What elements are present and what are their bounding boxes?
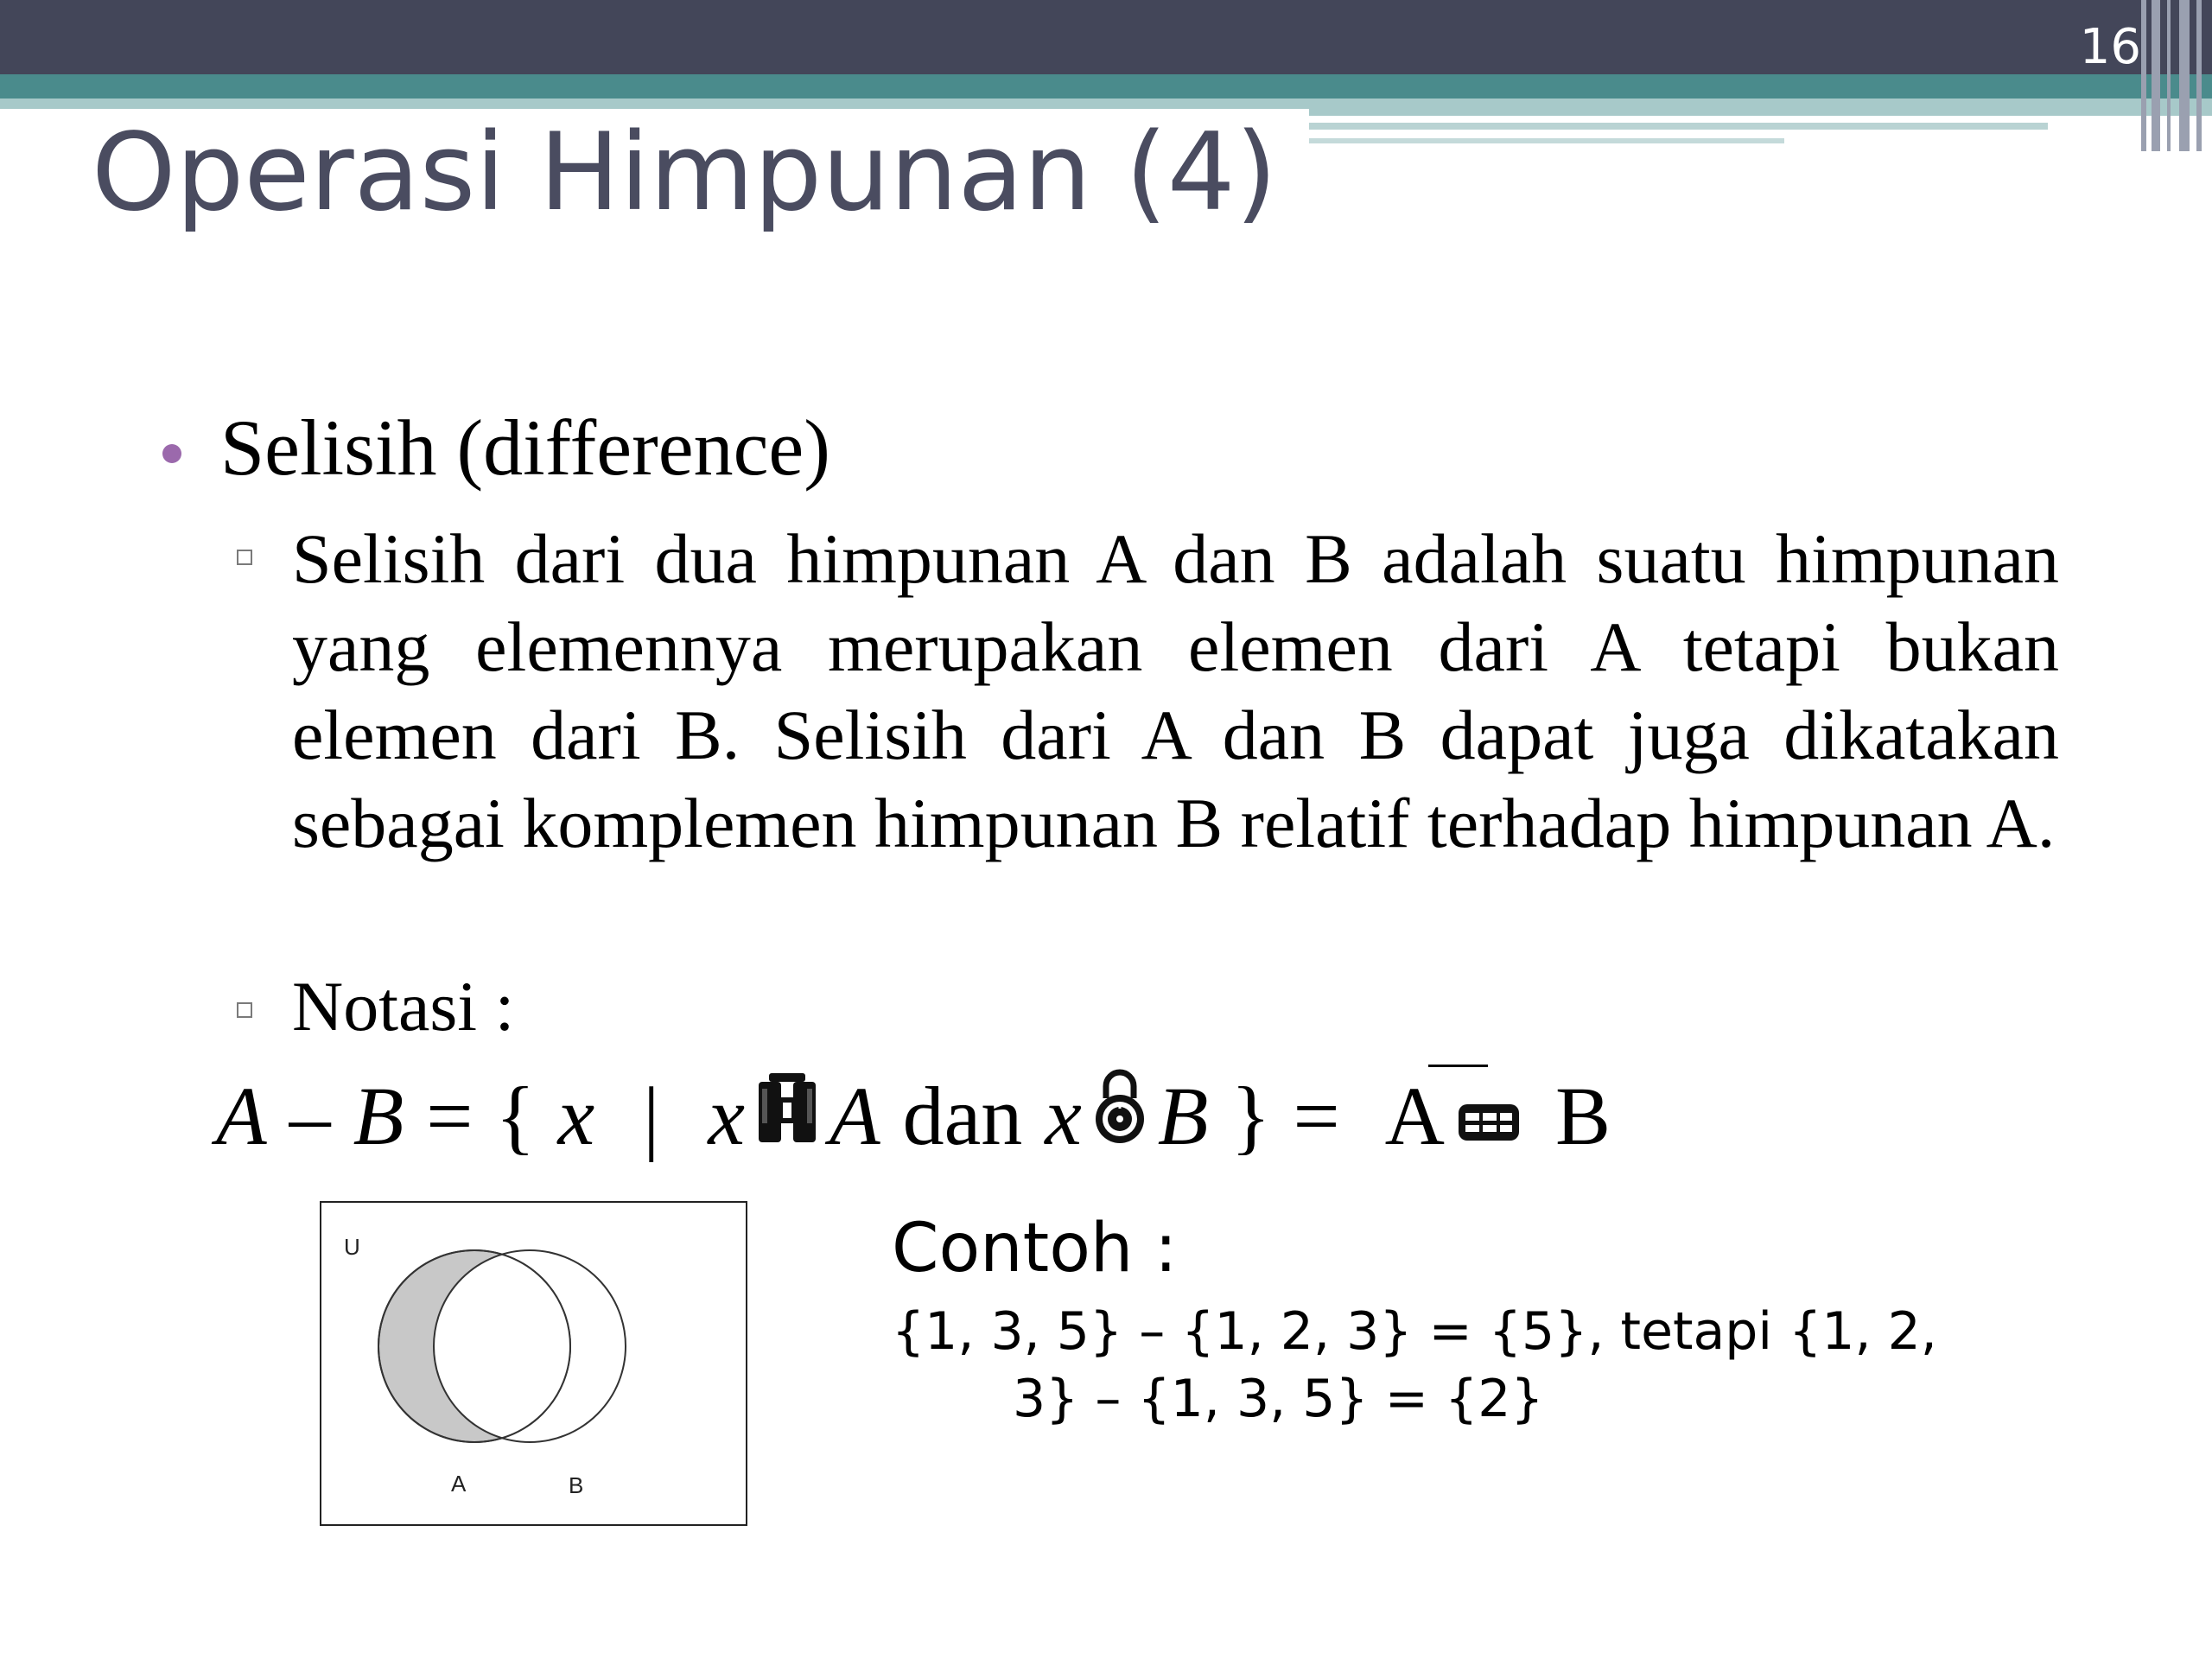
slide-title: Operasi Himpunan (4)	[92, 111, 1278, 235]
formula-rhs-a: A	[1384, 1069, 1445, 1162]
bullet-heading: Selisih (difference)	[220, 404, 830, 492]
venn-set-b-label: B	[569, 1472, 584, 1498]
formula-open-brace: {	[495, 1069, 536, 1162]
formula-equals: =	[1293, 1069, 1340, 1162]
set-difference-formula	[216, 1068, 1611, 1163]
header-light-band-left	[0, 99, 1309, 109]
formula-set-b: B	[1157, 1069, 1209, 1162]
binoculars-icon	[757, 1068, 817, 1164]
formula-equals: =	[426, 1069, 474, 1162]
formula-var-x: x	[1045, 1069, 1082, 1162]
example-line: {1, 3, 5} – {1, 2, 3} = {5}, tetapi {1, 2,	[892, 1301, 1937, 1362]
header-accent-line-short	[1309, 138, 1784, 143]
formula-dan: dan	[902, 1069, 1023, 1162]
bullet-marker	[162, 444, 181, 463]
header-teal-band	[0, 74, 2212, 99]
header-accent-line	[1309, 123, 2048, 130]
formula-complement	[1385, 1068, 1445, 1164]
notation-label: Notasi :	[292, 967, 515, 1046]
header-light-band-right	[1309, 99, 2212, 116]
sub-bullet-marker	[237, 550, 252, 565]
formula-close-brace: }	[1230, 1069, 1271, 1162]
formula-minus: –	[289, 1069, 331, 1162]
keyboard-icon	[1457, 1068, 1521, 1164]
slide-number: 16	[2079, 19, 2141, 75]
formula-var-x: x	[557, 1069, 595, 1162]
header-right-stripes	[2141, 0, 2212, 151]
formula-rhs-b: B	[1554, 1069, 1611, 1162]
formula-set-b: B	[353, 1069, 404, 1162]
padlock-icon	[1094, 1067, 1146, 1165]
formula-such-that: |	[643, 1069, 660, 1162]
venn-universe-label: U	[344, 1234, 360, 1260]
example-line: 3} – {1, 3, 5} = {2}	[1013, 1369, 1544, 1429]
complement-overbar	[1428, 1065, 1488, 1067]
example-title: Contoh :	[892, 1210, 1178, 1287]
venn-diagram	[320, 1201, 747, 1526]
venn-set-a-label: A	[451, 1471, 467, 1497]
header-bar	[0, 0, 2212, 74]
definition-paragraph: Selisih dari dua himpunan A dan B adalah suatu himpunan yang elemennya merupakan elemen dari A tetapi bukan elemen dari B. Selisih dari A dan B dapat juga dikatakan sebagai komplemen himpunan B relatif terhadap himpunan A.	[292, 519, 2059, 862]
sub-bullet-marker	[237, 1002, 252, 1018]
formula-set-a: A	[829, 1069, 880, 1162]
formula-var-x: x	[708, 1069, 745, 1162]
formula-set-a: A	[216, 1069, 267, 1162]
